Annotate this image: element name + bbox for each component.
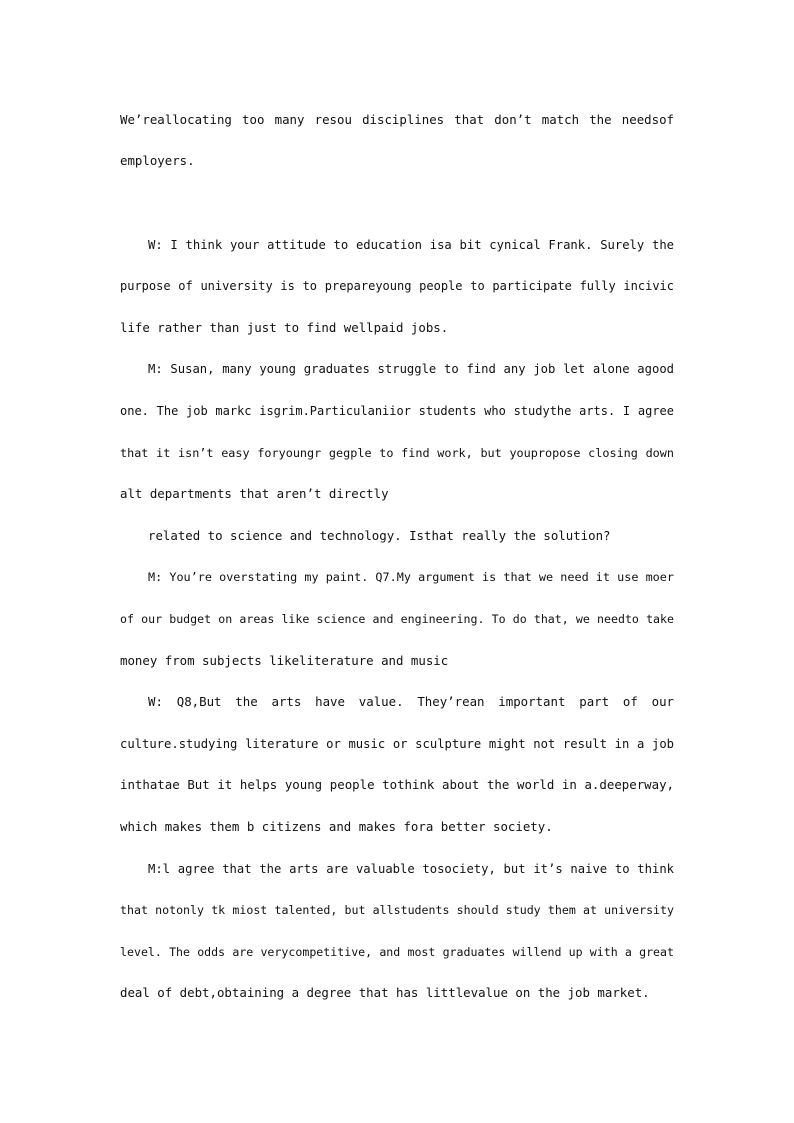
text-line: purpose of university is to prepareyoung people to participate fully incivic [120,279,674,293]
text-line: employers. [120,153,195,168]
text-line: which makes them b citizens and makes fora better society. [120,819,553,834]
text-line: life rather than just to find wellpaid jobs. [120,320,449,335]
text-line: W: I think your attitude to education isa bit cynical Frank. Surely the [148,238,674,252]
text-line: of our budget on areas like science and engineering. To do that, we needto take [120,612,674,626]
text-line: culture.studying literature or music or sculpture might not result in a job [120,737,674,751]
text-line: related to science and technology. Isthat really the solution? [148,528,611,543]
text-line: M: You’re overstating my paint. Q7.My argument is that we need it use moer [148,570,674,584]
text-line: one. The job markc isgrim.Particulaniior students who studythe arts. I agree [120,404,674,418]
text-line: that notonly tk miost talented, but allstudents should study them at university [120,903,674,917]
text-line: M: Susan, many young graduates struggle to find any job let alone agood [148,362,674,376]
text-line: inthatae But it helps young people tothink about the world in a.deeperway, [120,777,674,792]
text-line: money from subjects likeliterature and music [120,653,449,668]
text-line: level. The odds are verycompetitive, and most graduates willend up with a great [120,945,674,959]
text-line: alt departments that aren’t directly [120,486,389,501]
text-line: deal of debt,obtaining a degree that has littlevalue on the job market. [120,985,650,1000]
text-line: that it isn’t easy foryoungr gegple to find work, but youpropose closing down [120,446,674,460]
text-line: We’reallocating too many resou disciplines that don’t match the needsof [120,112,674,127]
text-line: W: Q8,But the arts have value. They’rean important part of our [148,694,674,709]
text-line: M:l agree that the arts are valuable tosociety, but it’s naive to think [148,862,674,876]
